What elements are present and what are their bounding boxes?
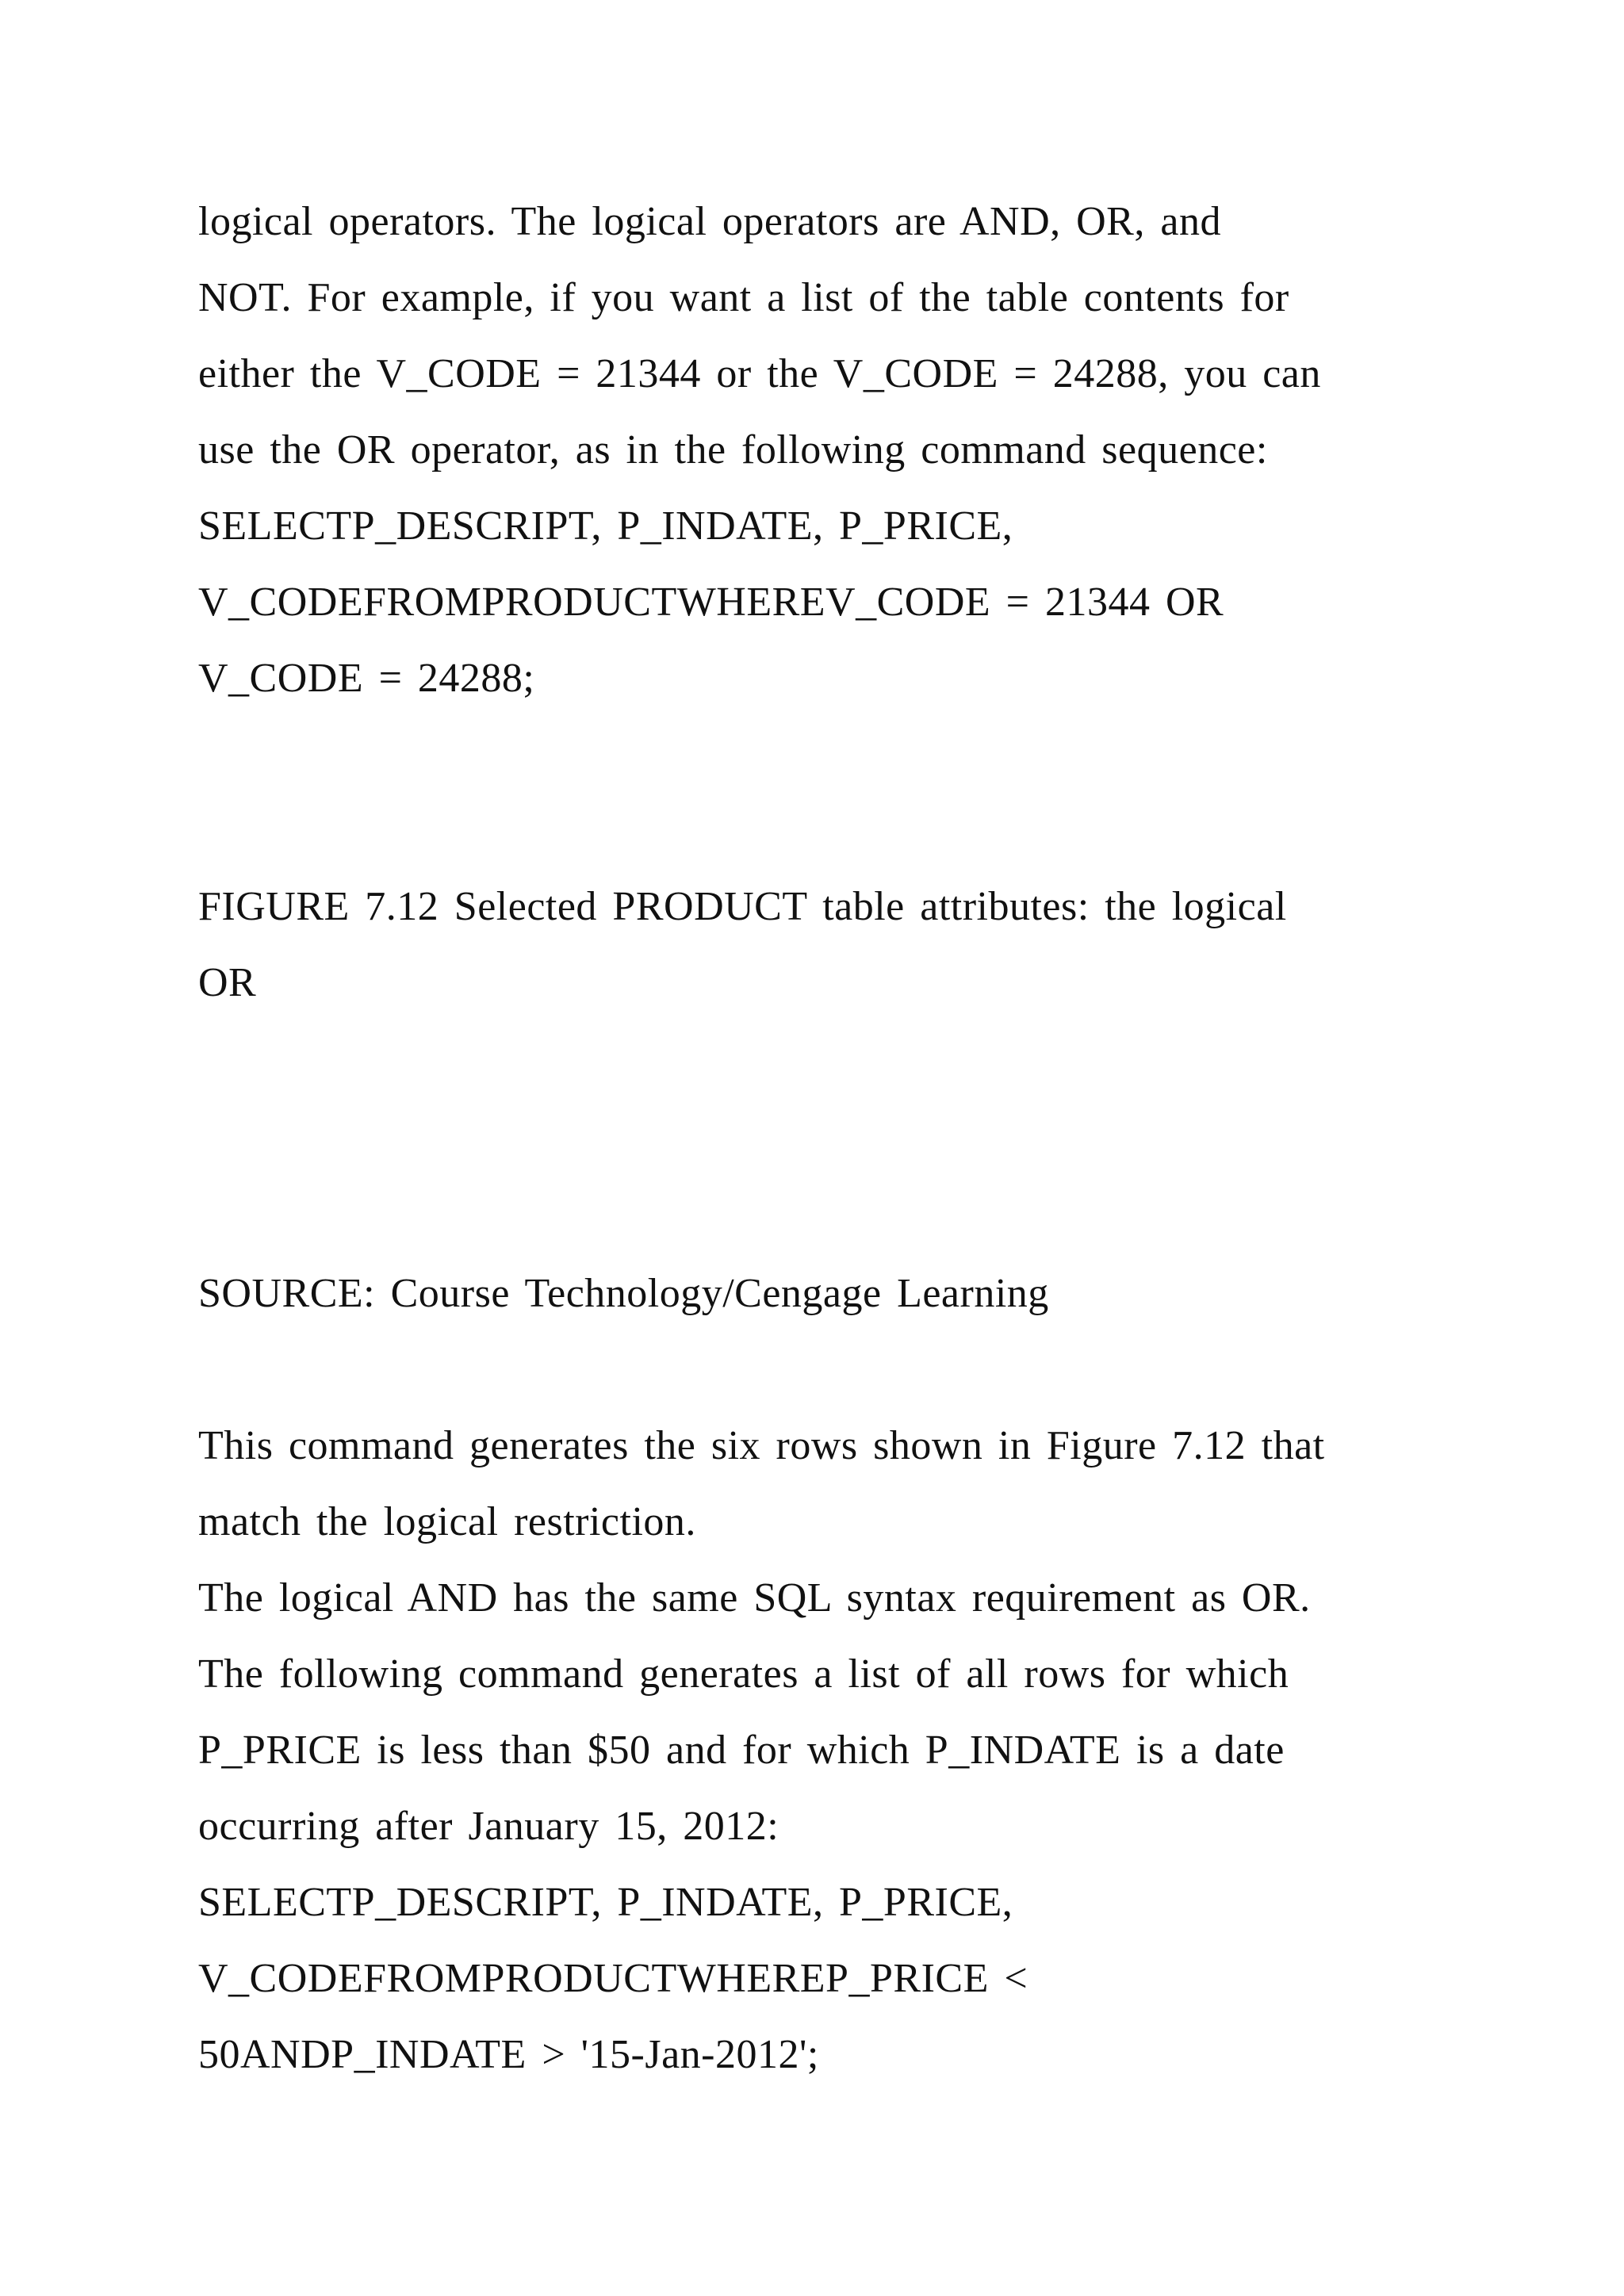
figure-caption: OR: [198, 960, 257, 1005]
code-line: 50ANDP_INDATE > '15-Jan-2012';: [198, 2032, 819, 2077]
code-line: V_CODE = 24288;: [198, 656, 535, 701]
text-line: logical operators. The logical operators are AND, OR, and: [198, 199, 1221, 244]
figure-caption: FIGURE 7.12 Selected PRODUCT table attributes: the logical: [198, 884, 1287, 929]
code-line: SELECTP_DESCRIPT, P_INDATE, P_PRICE,: [198, 503, 1013, 549]
text-line: use the OR operator, as in the following command sequence:: [198, 427, 1268, 473]
source-credit: SOURCE: Course Technology/Cengage Learning: [198, 1271, 1049, 1316]
text-line: The logical AND has the same SQL syntax requirement as OR.: [198, 1575, 1311, 1621]
code-line: V_CODEFROMPRODUCTWHEREP_PRICE <: [198, 1956, 1028, 2001]
code-line: V_CODEFROMPRODUCTWHEREV_CODE = 21344 OR: [198, 580, 1224, 625]
text-line: NOT. For example, if you want a list of the table contents for: [198, 275, 1289, 320]
text-line: The following command generates a list of all rows for which: [198, 1651, 1289, 1697]
text-line: either the V_CODE = 21344 or the V_CODE = 24288, you can: [198, 351, 1321, 396]
text-line: match the logical restriction.: [198, 1499, 696, 1544]
text-line: This command generates the six rows shown in Figure 7.12 that: [198, 1423, 1325, 1468]
text-line: occurring after January 15, 2012:: [198, 1804, 779, 1849]
text-line: P_PRICE is less than $50 and for which P_INDATE is a date: [198, 1728, 1285, 1773]
code-line: SELECTP_DESCRIPT, P_INDATE, P_PRICE,: [198, 1880, 1013, 1925]
